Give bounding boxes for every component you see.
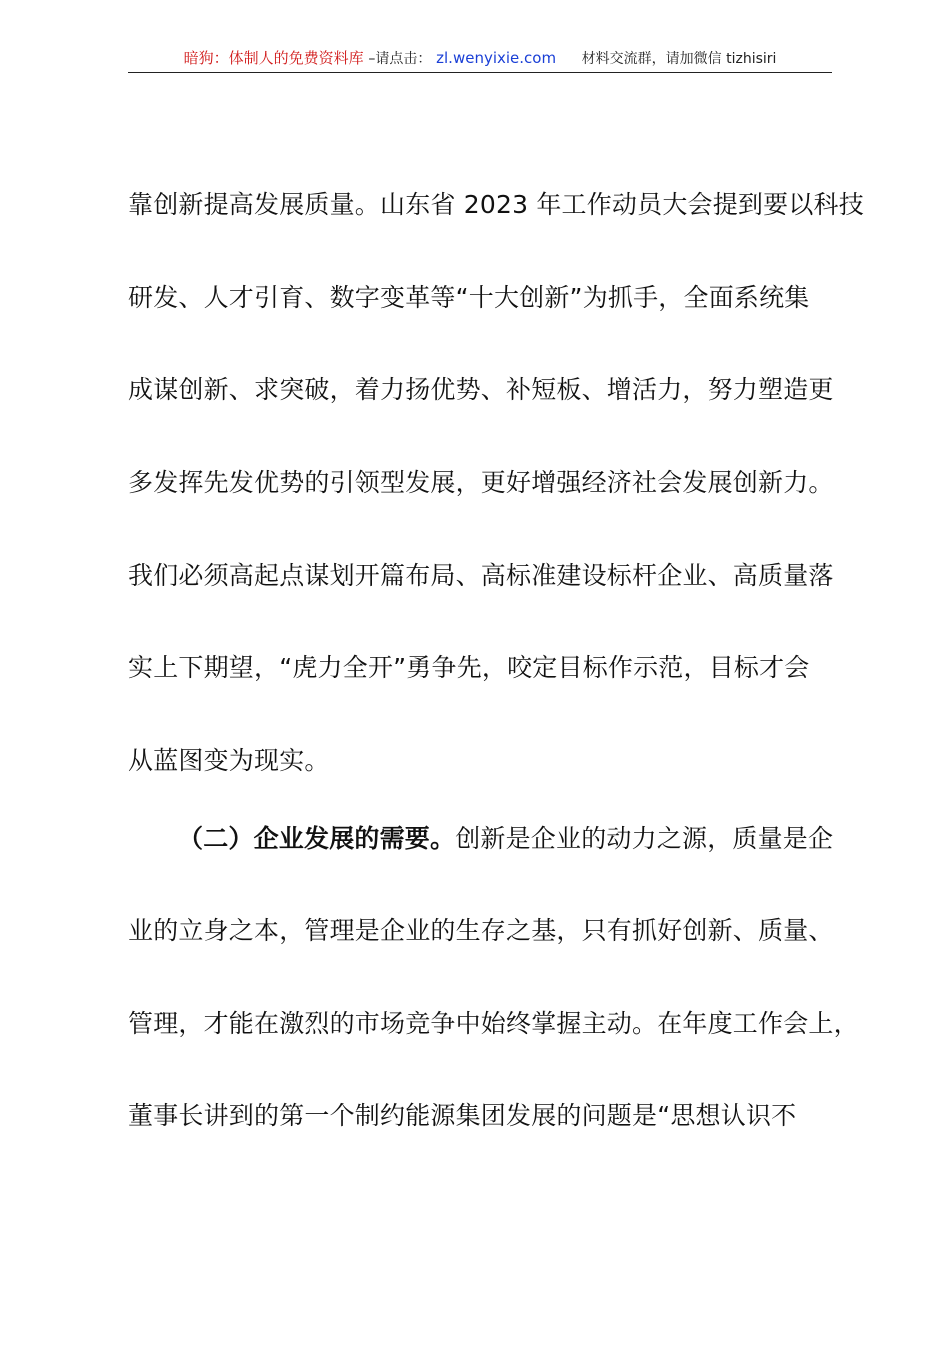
body-line: 管理，才能在激烈的市场竞争中始终掌握主动。在年度工作会上， bbox=[128, 1009, 859, 1038]
header-group-note: 材料交流群，请加微信 tizhisiri bbox=[581, 51, 777, 67]
body-line: 实上下期望，“虎力全开”勇争先，咬定目标作示范，目标才会 bbox=[128, 653, 810, 682]
body-line: 我们必须高起点谋划开篇布局、高标准建设标杆企业、高质量落 bbox=[128, 561, 834, 590]
body-line: 成谋创新、求突破，着力扬优势、补短板、增活力，努力塑造更 bbox=[128, 375, 834, 404]
body-line: 从蓝图变为现实。 bbox=[128, 746, 330, 775]
section-first-line bbox=[178, 822, 833, 856]
body-line: 董事长讲到的第一个制约能源集团发展的问题是“思想认识不 bbox=[128, 1101, 797, 1130]
header-link[interactable]: zl.wenyixie.com bbox=[436, 49, 557, 67]
section-first-line-text: 创新是企业的动力之源，质量是企 bbox=[455, 824, 834, 853]
page-header bbox=[128, 46, 832, 73]
body-line: 研发、人才引育、数字变革等“十大创新”为抓手，全面系统集 bbox=[128, 283, 810, 312]
section-heading: （二）企业发展的需要。 bbox=[178, 824, 456, 853]
body-line: 多发挥先发优势的引领型发展，更好增强经济社会发展创新力。 bbox=[128, 468, 834, 497]
header-prompt: –请点击： bbox=[368, 51, 432, 67]
header-brand: 暗狗：体制人的免费资料库 bbox=[183, 49, 364, 67]
body-line: 业的立身之本，管理是企业的生存之基，只有抓好创新、质量、 bbox=[128, 916, 834, 945]
body-line: 靠创新提高发展质量。山东省 2023 年工作动员大会提到要以科技 bbox=[128, 190, 864, 219]
